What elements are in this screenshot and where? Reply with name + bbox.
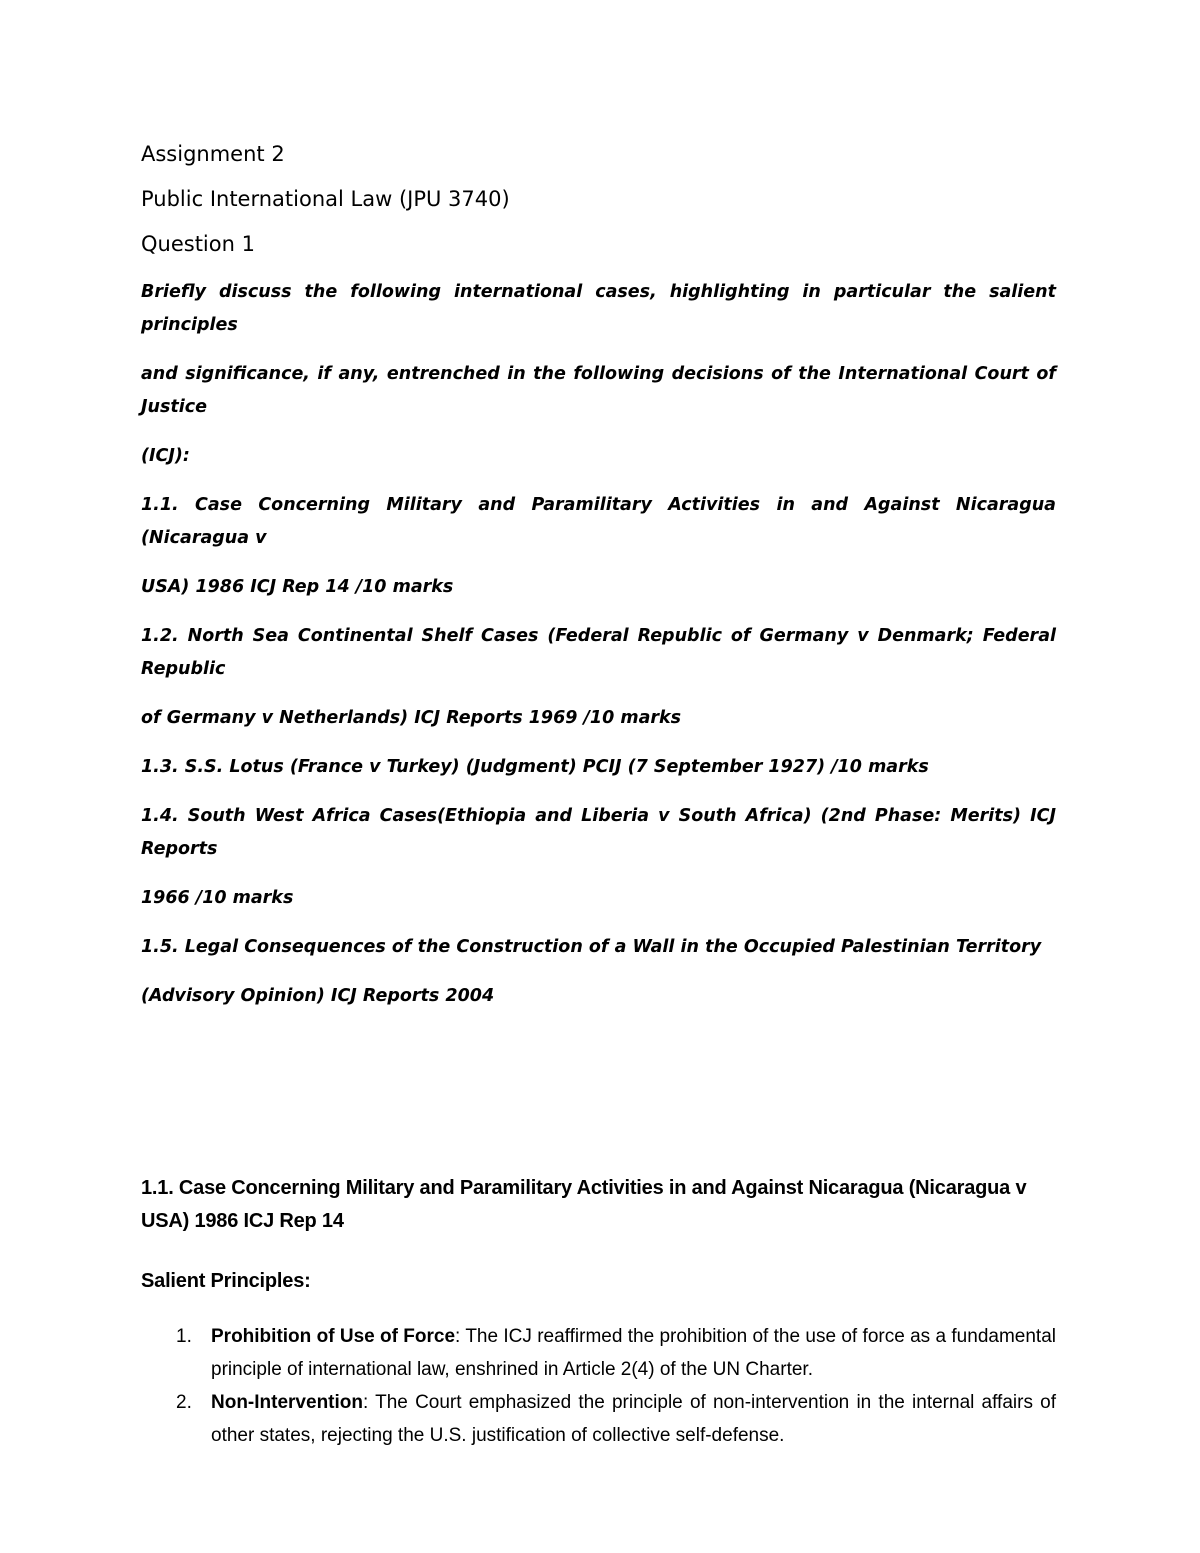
case-1-4-line-1: 1.4. South West Africa Cases(Ethiopia and Liberia v South Africa) (2nd Phase: Merits) ICJ Reports	[141, 806, 1056, 859]
question-title: Question 1	[141, 232, 255, 256]
case-1-3: 1.3. S.S. Lotus (France v Turkey) (Judgment) PCIJ (7 September 1927) /10 marks	[141, 757, 929, 777]
case-1-4-line-2: 1966 /10 marks	[141, 888, 294, 908]
question-intro-line-3: (ICJ):	[141, 446, 190, 466]
case-1-5-line-1: 1.5. Legal Consequences of the Construction of a Wall in the Occupied Palestinian Territory	[141, 937, 1042, 957]
case-1-1-line-1: 1.1. Case Concerning Military and Paramilitary Activities in and Against Nicaragua (Nicaragua v	[141, 495, 1056, 548]
answer-title: 1.1. Case Concerning Military and Paramilitary Activities in and Against Nicaragua (Nicaragua v USA) 1986 ICJ Rep 14	[141, 1177, 1027, 1232]
question-text	[141, 276, 1056, 1029]
case-1-2-line-2: of Germany v Netherlands) ICJ Reports 1969 /10 marks	[141, 708, 682, 728]
salient-principles-heading: Salient Principles:	[141, 1270, 311, 1292]
list-item-number: 2.	[176, 1392, 192, 1413]
question-intro-line-1: Briefly discuss the following international cases, highlighting in particular the salient principles	[141, 282, 1056, 335]
principles-list	[141, 1320, 1056, 1452]
list-item	[141, 1386, 1056, 1452]
case-1-1-line-2: USA) 1986 ICJ Rep 14 /10 marks	[141, 577, 454, 597]
question-intro-line-2: and significance, if any, entrenched in the following decisions of the International Court of Justice	[141, 364, 1056, 417]
course-title: Public International Law (JPU 3740)	[141, 187, 510, 211]
case-1-5-line-2: (Advisory Opinion) ICJ Reports 2004	[141, 986, 495, 1006]
principle-term: Prohibition of Use of Force	[211, 1326, 456, 1347]
principle-term: Non-Intervention	[211, 1392, 363, 1413]
principle-text: : The ICJ reaffirmed the prohibition of the use of force as a fundamental principle of international law, enshrined in Article 2(4) of the UN Charter.	[211, 1326, 1056, 1380]
assignment-title: Assignment 2	[141, 142, 285, 166]
case-1-2-line-1: 1.2. North Sea Continental Shelf Cases (Federal Republic of Germany v Denmark; Federal Republic	[141, 626, 1056, 679]
list-item-number: 1.	[176, 1326, 192, 1347]
principle-text: : The Court emphasized the principle of non-intervention in the internal affairs of other states, rejecting the U.S. justification of collective self-defense.	[211, 1392, 1056, 1446]
list-item	[141, 1320, 1056, 1386]
answer-section	[141, 1172, 1056, 1452]
